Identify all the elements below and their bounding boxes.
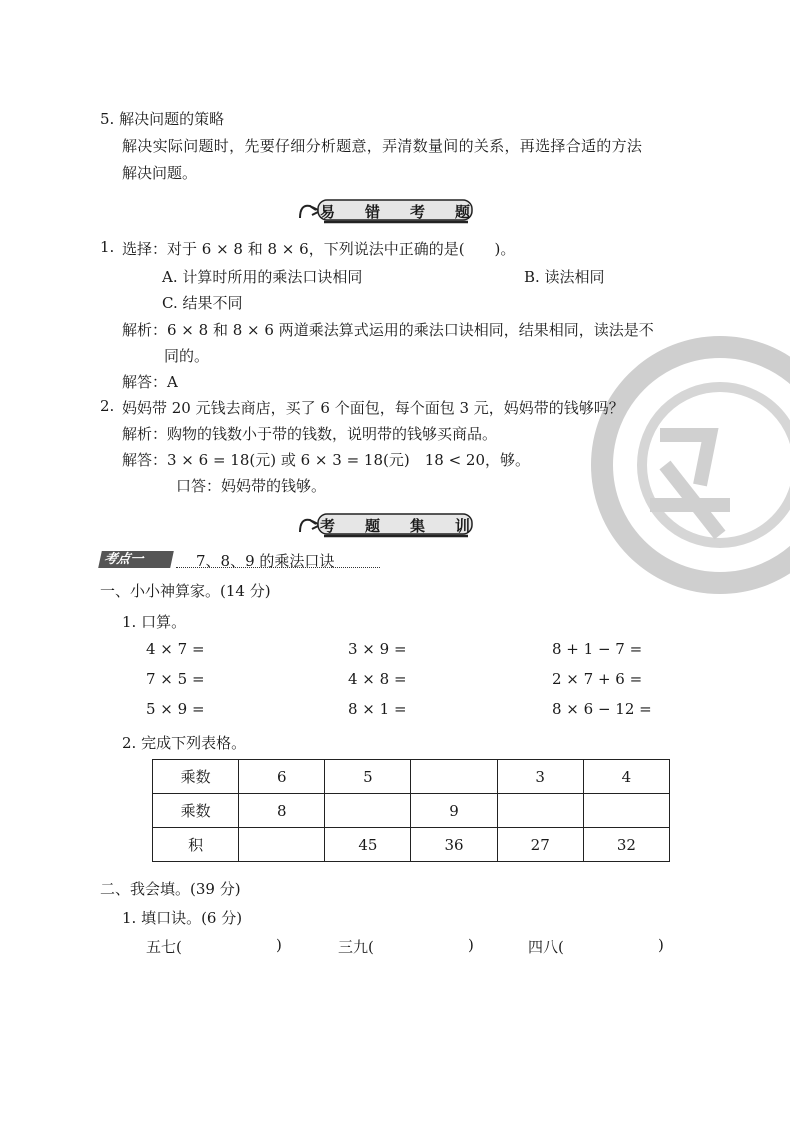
- q2-oral-answer: 口答：妈妈带的钱够。: [176, 477, 327, 495]
- kaodian-underline: [176, 567, 380, 568]
- part1-heading: 一、小小神算家。(14 分): [100, 582, 271, 600]
- fill-blank-item: 五七(: [146, 938, 182, 956]
- fill-blank-item: 四八(: [528, 938, 564, 956]
- calc-item: 8 × 6 − 12 =: [552, 700, 652, 718]
- q2-analysis: 解析：购物的钱数小于带的钱数，说明带的钱够买商品。: [122, 425, 498, 443]
- calc-item: 8 + 1 − 7 =: [552, 640, 643, 658]
- fill-blank-item: 三九(: [338, 938, 374, 956]
- table-cell: 45: [325, 828, 411, 862]
- q2-answer: 解答：3 × 6 = 18(元) 或 6 × 3 = 18(元) 18 < 20，够。: [122, 451, 530, 469]
- banner-char: 训: [454, 517, 470, 535]
- table-cell[interactable]: [239, 828, 325, 862]
- fill-blank-close: ): [658, 936, 664, 954]
- q1-number: 1.: [100, 238, 115, 256]
- table-row: [153, 828, 670, 862]
- part2-sub1: 1. 填口诀。(6 分): [122, 909, 243, 927]
- calc-item: 4 × 7 =: [146, 640, 205, 658]
- calc-item: 2 × 7 + 6 =: [552, 670, 643, 688]
- q1-analysis-line1: 解析：6 × 8 和 8 × 6 两道乘法算式运用的乘法口诀相同，结果相同，读法是不: [122, 321, 654, 339]
- table-cell: 5: [325, 760, 411, 794]
- banner-char: 题: [364, 517, 380, 535]
- banner-char: 易: [320, 203, 336, 221]
- banner-error-prone: [296, 198, 478, 224]
- q2-number: 2.: [100, 397, 115, 415]
- kaodian-tag: 考点一: [98, 551, 174, 568]
- table-row: [153, 760, 670, 794]
- table-cell: 乘数: [153, 760, 239, 794]
- banner-char: 错: [364, 203, 380, 221]
- calc-item: 3 × 9 =: [348, 640, 407, 658]
- table-cell[interactable]: [325, 794, 411, 828]
- table-cell: 4: [583, 760, 669, 794]
- table-cell: 8: [239, 794, 325, 828]
- fill-blank-close: ): [468, 936, 474, 954]
- q2-stem: 妈妈带 20 元钱去商店，买了 6 个面包，每个面包 3 元，妈妈带的钱够吗？: [122, 399, 624, 417]
- banner-char: 题: [454, 203, 470, 221]
- table-cell: 32: [583, 828, 669, 862]
- table-row: [153, 794, 670, 828]
- table-cell[interactable]: [411, 760, 497, 794]
- q1-option-b: B. 读法相同: [524, 268, 605, 286]
- section5-line2: 解决问题。: [122, 164, 198, 182]
- multiplication-table: [152, 759, 670, 862]
- calc-item: 4 × 8 =: [348, 670, 407, 688]
- table-cell: 9: [411, 794, 497, 828]
- part2-heading: 二、我会填。(39 分): [100, 880, 241, 898]
- table-cell: 乘数: [153, 794, 239, 828]
- q1-option-a: A. 计算时所用的乘法口诀相同: [162, 268, 363, 286]
- banner-char: 集: [409, 517, 425, 535]
- q1-stem: 选择：对于 6 × 8 和 8 × 6，下列说法中正确的是( )。: [122, 240, 516, 258]
- calc-item: 8 × 1 =: [348, 700, 407, 718]
- table-cell: 6: [239, 760, 325, 794]
- table-cell: 积: [153, 828, 239, 862]
- part1-sub1: 1. 口算。: [122, 613, 187, 631]
- banner-exam-training: [296, 512, 478, 538]
- table-cell: 36: [411, 828, 497, 862]
- section5-heading: 5. 解决问题的策略: [100, 110, 225, 128]
- calc-item: 7 × 5 =: [146, 670, 205, 688]
- table-cell[interactable]: [497, 794, 583, 828]
- banner-char: 考: [409, 203, 425, 221]
- q1-option-c: C. 结果不同: [162, 294, 243, 312]
- q1-answer: 解答：A: [122, 373, 178, 391]
- section5-line1: 解决实际问题时，先要仔细分析题意，弄清数量间的关系，再选择合适的方法: [122, 137, 643, 155]
- calc-item: 5 × 9 =: [146, 700, 205, 718]
- banner-char: 考: [320, 517, 336, 535]
- part1-sub2: 2. 完成下列表格。: [122, 734, 247, 752]
- kaodian-title: 7、8、9 的乘法口诀: [196, 552, 335, 570]
- table-cell: 3: [497, 760, 583, 794]
- q1-analysis-line2: 同的。: [164, 347, 210, 365]
- fill-blank-close: ): [276, 936, 282, 954]
- table-cell[interactable]: [583, 794, 669, 828]
- table-cell: 27: [497, 828, 583, 862]
- watermark-seal: [590, 335, 790, 605]
